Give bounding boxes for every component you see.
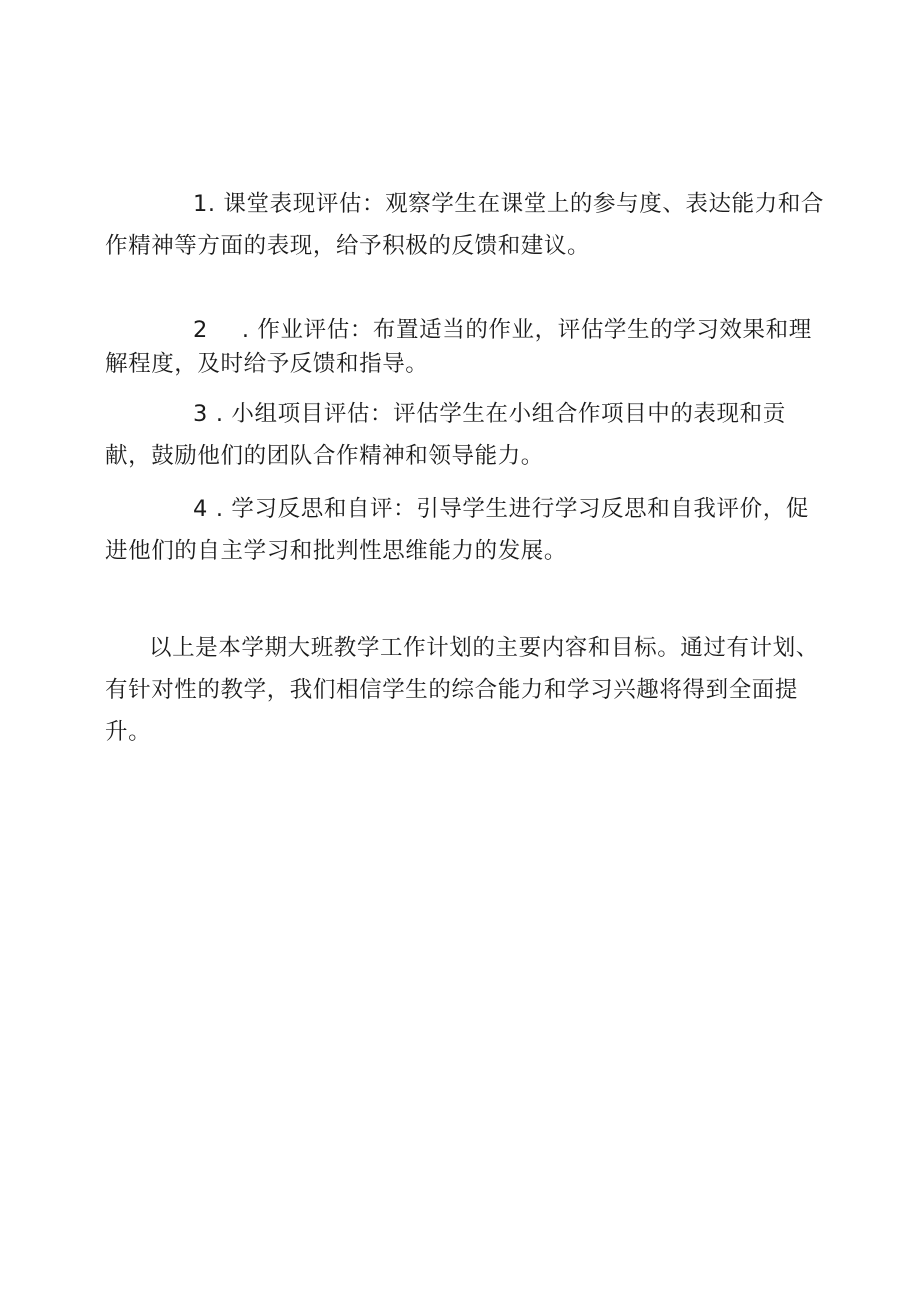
item-text: . 作业评估：布置适当的作业，评估学生的学习效果和理解程度，及时给予反馈和指导。 xyxy=(105,317,812,377)
evaluation-item-3 xyxy=(105,393,830,477)
item-text: . 课堂表现评估：观察学生在课堂上的参与度、表达能力和合作精神等方面的表现，给予积极的反馈和建议。 xyxy=(105,191,825,259)
evaluation-item-1 xyxy=(105,183,830,267)
item-number: 4 xyxy=(193,496,208,522)
conclusion-paragraph: 以上是本学期大班教学工作计划的主要内容和目标。通过有计划、有针对性的教学，我们相信学生的综合能力和学习兴趣将得到全面提升。 xyxy=(105,635,819,745)
evaluation-item-2 xyxy=(105,313,830,381)
item-text: . 学习反思和自评：引导学生进行学习反思和自我评价，促进他们的自主学习和批判性思维能力的发展。 xyxy=(105,496,809,564)
item-text: . 小组项目评估：评估学生在小组合作项目中的表现和贡献，鼓励他们的团队合作精神和领导能力。 xyxy=(105,401,786,469)
item-number: 3 xyxy=(193,401,208,427)
item-number: 1 xyxy=(193,191,208,217)
item-number: 2 xyxy=(193,317,208,343)
evaluation-item-4 xyxy=(105,488,830,572)
